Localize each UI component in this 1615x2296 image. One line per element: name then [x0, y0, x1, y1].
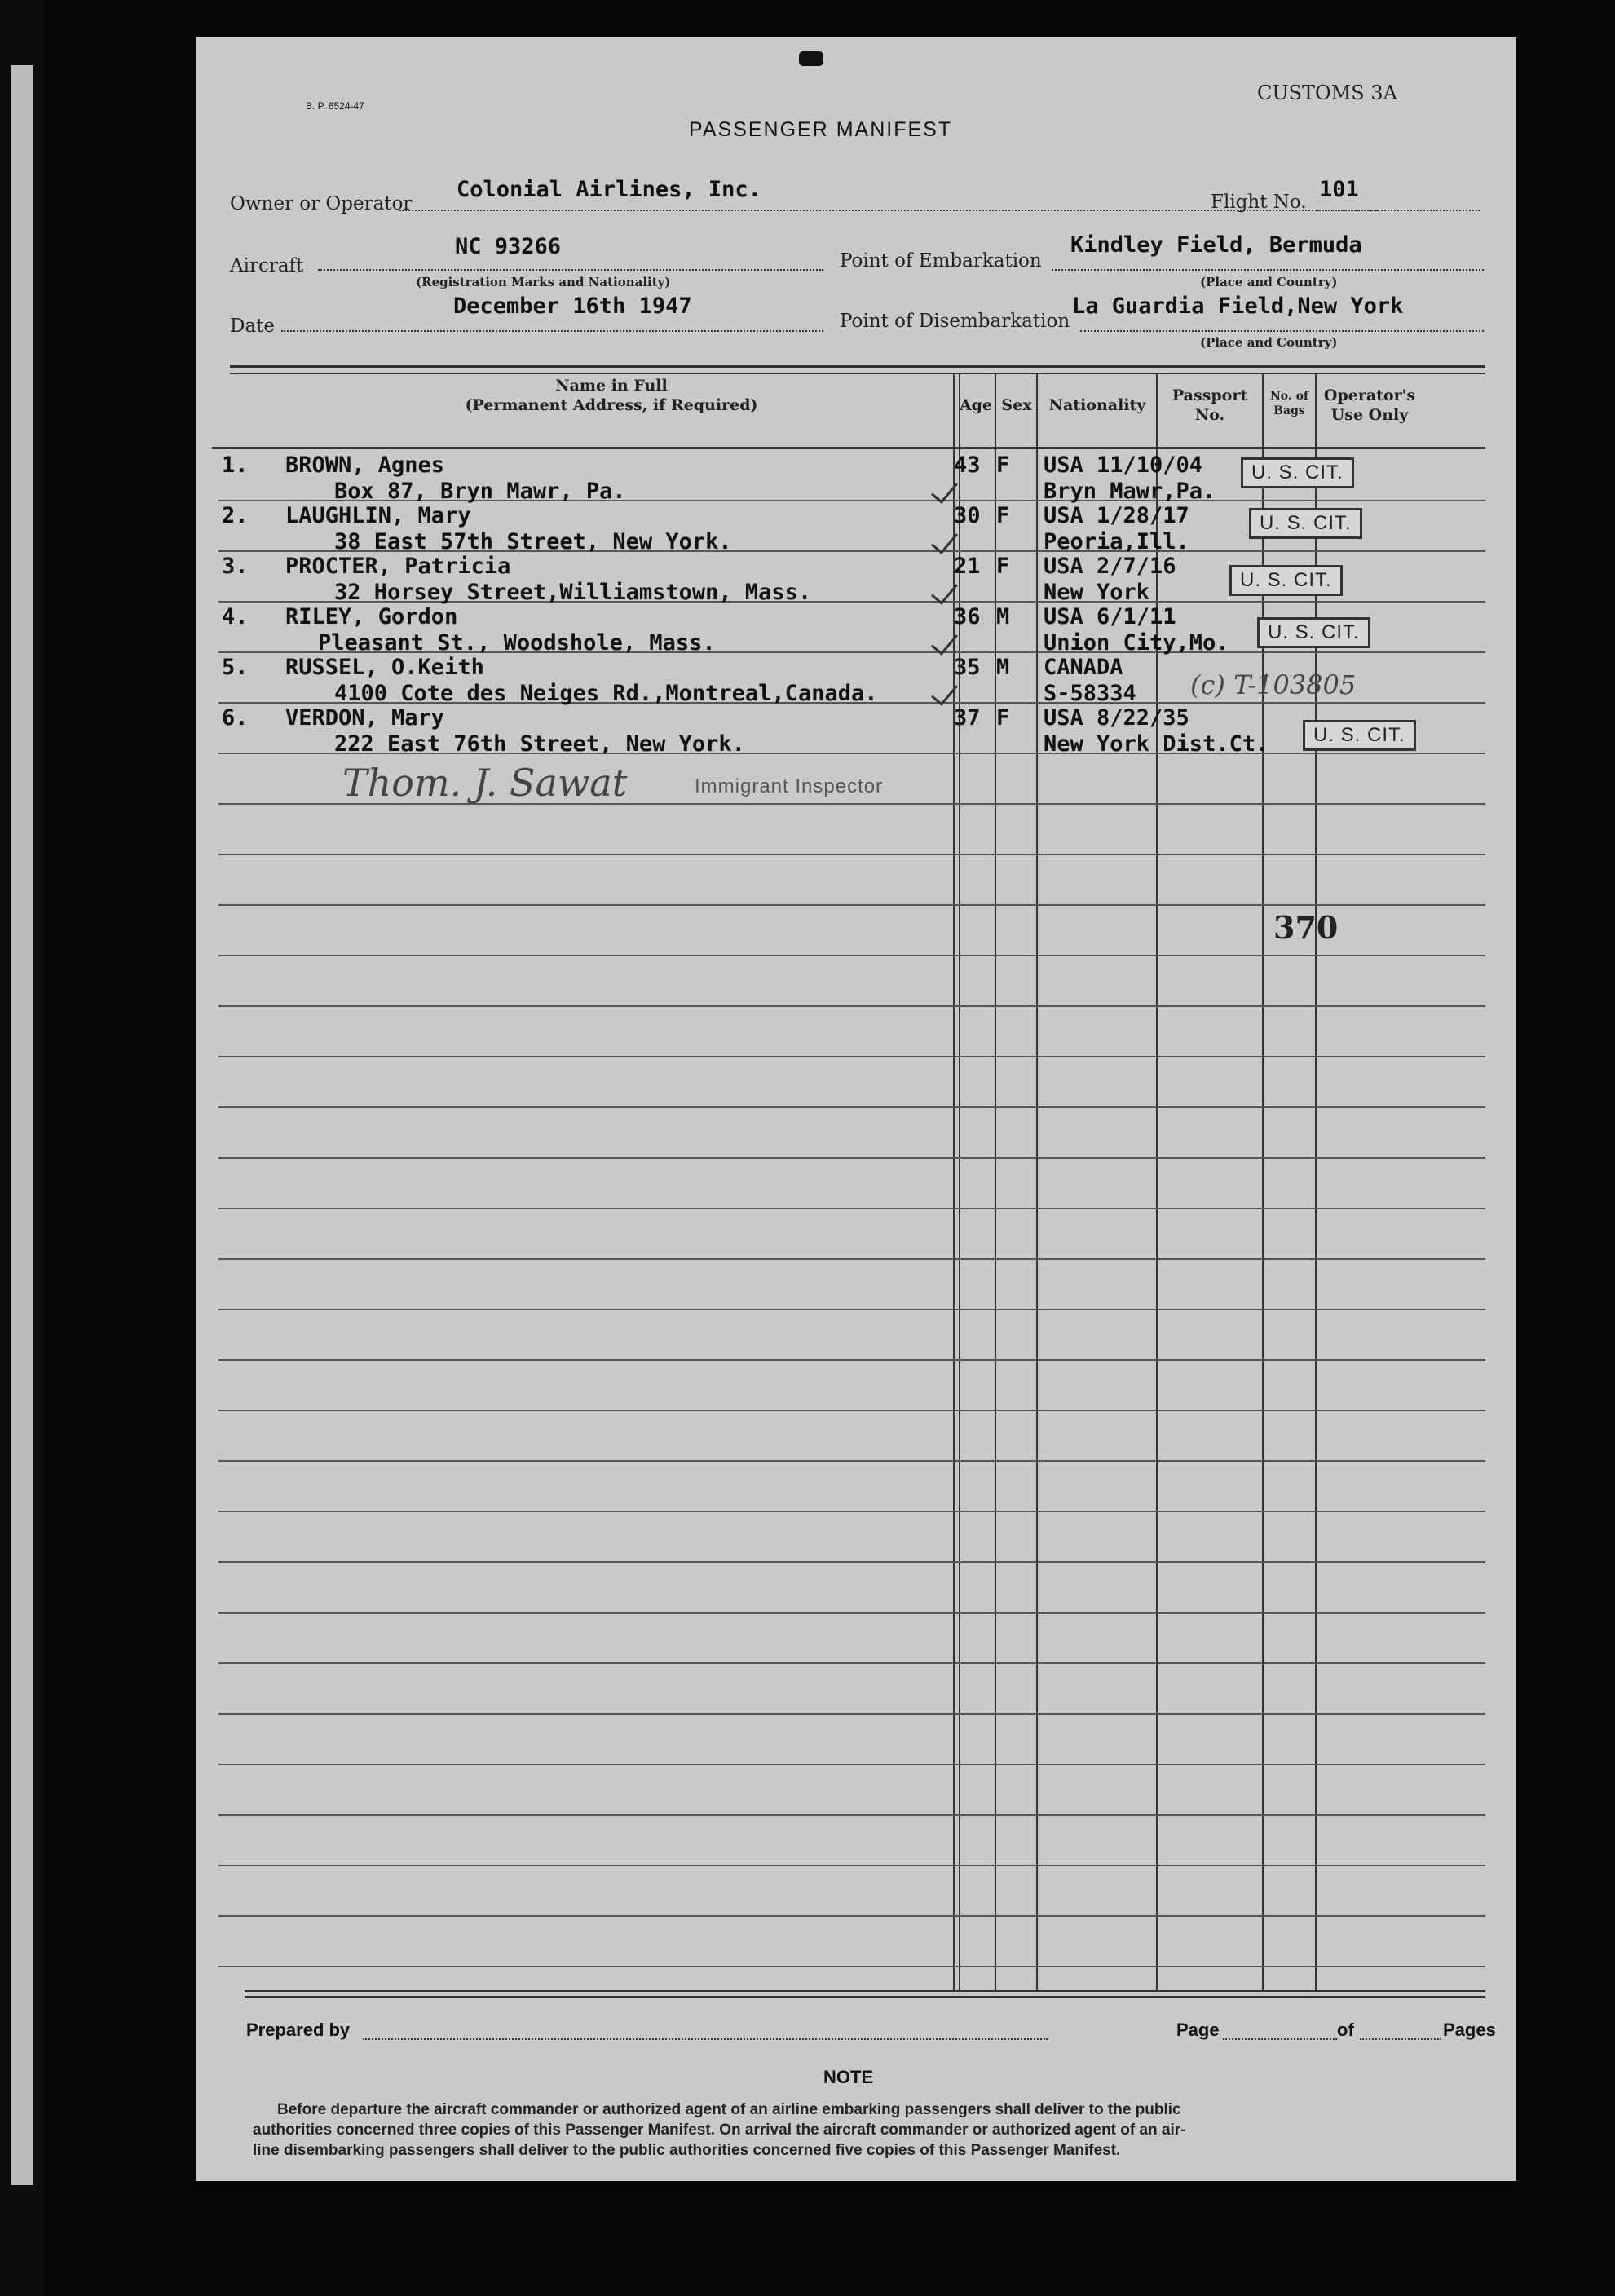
- col-divider-nat: [1036, 373, 1038, 1991]
- row-1-sex: F: [996, 453, 1010, 478]
- table-bottom-rule-2: [245, 1996, 1485, 1998]
- header-operator: [1317, 386, 1423, 425]
- disembark-label: Point of Disembarkation: [840, 311, 1070, 332]
- col-divider-bags: [1262, 373, 1264, 1991]
- embark-sub: (Place and Country): [1200, 275, 1338, 289]
- row-6-nationality: USA 8/22/35: [1044, 705, 1189, 731]
- row-4-citizen-stamp: U. S. CIT.: [1257, 617, 1370, 648]
- ruled-line: [218, 1865, 1485, 1866]
- scan-left-strip: [0, 0, 45, 2296]
- row-3-nationality: USA 2/7/16: [1044, 554, 1176, 579]
- aircraft-value: NC 93266: [455, 234, 562, 259]
- row-4-nationality: USA 6/1/11: [1044, 604, 1176, 629]
- disembark-value: La Guardia Field,New York: [1072, 294, 1404, 319]
- ruled-line: [218, 1662, 1485, 1664]
- ruled-line: [218, 1208, 1485, 1209]
- ruled-line: [218, 1410, 1485, 1411]
- row-3-address: 32 Horsey Street,Williamstown, Mass.: [334, 580, 812, 605]
- header-nationality: Nationality: [1048, 396, 1146, 414]
- row-2-sex: F: [996, 503, 1010, 528]
- row-5-age: 35: [954, 655, 981, 680]
- header-bags-line2: Bags: [1273, 404, 1305, 417]
- header-sex: Sex: [1001, 396, 1032, 414]
- header-passport-line2: No.: [1194, 406, 1225, 424]
- header-name-line2: (Permanent Address, if Required): [465, 396, 758, 414]
- prepared-label: Prepared by: [246, 2020, 351, 2040]
- date-value: December 16th 1947: [453, 294, 692, 319]
- note-line-2: authorities concerned three copies of this Passenger Manifest. On arrival the aircraft commander or authorized agent of an air-: [253, 2122, 1186, 2139]
- flight-line: [1317, 210, 1480, 211]
- row-5-sex: M: [996, 655, 1010, 680]
- ruled-line: [218, 1764, 1485, 1765]
- header-name: [440, 376, 783, 415]
- page-title: PASSENGER MANIFEST: [689, 118, 953, 141]
- ruled-line: [218, 1309, 1485, 1310]
- ruled-line: [218, 1258, 1485, 1260]
- row-5-name: RUSSEL, O.Keith: [285, 655, 484, 680]
- header-bags-line1: No. of: [1270, 390, 1308, 403]
- row-4-sex: M: [996, 604, 1010, 629]
- header-bags: [1264, 389, 1315, 418]
- row-1-citizen-stamp: U. S. CIT.: [1241, 457, 1354, 488]
- row-4-address: Pleasant St., Woodshole, Mass.: [318, 630, 716, 656]
- prepared-line: [363, 2038, 1048, 2040]
- row-1-birthplace: Bryn Mawr,Pa.: [1044, 479, 1216, 504]
- scan-edge-bar: [11, 65, 33, 2185]
- disembark-line: [1080, 330, 1484, 332]
- ruled-line: [218, 1561, 1485, 1563]
- header-passport: [1158, 386, 1262, 425]
- row-4-age: 36: [954, 604, 981, 629]
- row-6-number: 6.: [222, 705, 249, 731]
- page-label: Page: [1176, 2020, 1220, 2040]
- ruled-line: [218, 904, 1485, 906]
- row-4-birthplace: Union City,Mo.: [1044, 630, 1229, 656]
- row-6-age: 37: [954, 705, 981, 731]
- bags-total: 370: [1273, 909, 1339, 946]
- owner-label: Owner or Operator: [230, 193, 413, 214]
- row-1-address: Box 87, Bryn Mawr, Pa.: [334, 479, 626, 504]
- row-2-nationality: USA 1/28/17: [1044, 503, 1189, 528]
- ruled-line: [218, 1157, 1485, 1159]
- ruled-line: [218, 1915, 1485, 1917]
- embark-line: [1052, 269, 1484, 271]
- header-operator-line2: Use Only: [1330, 406, 1409, 424]
- header-passport-line1: Passport: [1172, 386, 1248, 404]
- row-2-name: LAUGHLIN, Mary: [285, 503, 471, 528]
- ruled-line: [218, 1966, 1485, 1967]
- row-3-birthplace: New York: [1044, 580, 1150, 605]
- header-age: Age: [959, 396, 993, 414]
- table-top-rule-2: [230, 373, 1485, 374]
- row-2-birthplace: Peoria,Ill.: [1044, 529, 1189, 554]
- row-5-nationality: CANADA: [1044, 655, 1123, 680]
- row-3-citizen-stamp: U. S. CIT.: [1229, 565, 1343, 596]
- pages-label: Pages: [1443, 2020, 1496, 2040]
- row-4-name: RILEY, Gordon: [285, 604, 458, 629]
- table-header-rule: [212, 447, 1485, 449]
- note-line-1: Before departure the aircraft commander or authorized agent of an airline embarking passengers shall deliver to the public: [277, 2101, 1181, 2118]
- punch-mark: [799, 51, 823, 66]
- ruled-line: [218, 1106, 1485, 1108]
- date-line: [281, 330, 823, 332]
- row-6-citizen-stamp: U. S. CIT.: [1303, 720, 1416, 751]
- flight-label: Flight No.: [1211, 192, 1307, 213]
- row-6-court: New York Dist.Ct.: [1044, 731, 1269, 757]
- row-5-handwritten-note: (c) T-103805: [1190, 669, 1357, 700]
- row-6-name: VERDON, Mary: [285, 705, 445, 731]
- ruled-line: [218, 1713, 1485, 1715]
- ruled-line: [218, 1005, 1485, 1007]
- row-5-address: 4100 Cote des Neiges Rd.,Montreal,Canada.: [334, 681, 878, 706]
- row-2-age: 30: [954, 503, 981, 528]
- customs-code: CUSTOMS 3A: [1257, 82, 1397, 104]
- row-5-number: 5.: [222, 655, 249, 680]
- row-1-nationality: USA 11/10/04: [1044, 453, 1203, 478]
- table-bottom-rule: [245, 1990, 1485, 1992]
- ruled-line: [218, 1359, 1485, 1361]
- ruled-line: [218, 1511, 1485, 1512]
- header-name-line1: Name in Full: [555, 377, 668, 395]
- row-6-sex: F: [996, 705, 1010, 731]
- table-top-rule: [230, 365, 1485, 368]
- header-operator-line1: Operator's: [1323, 386, 1416, 404]
- of-line: [1360, 2038, 1441, 2040]
- row-1-age: 43: [954, 453, 981, 478]
- ruled-line: [218, 1460, 1485, 1462]
- row-2-address: 38 East 57th Street, New York.: [334, 529, 732, 554]
- aircraft-sub: (Registration Marks and Nationality): [416, 275, 671, 289]
- of-label: of: [1337, 2020, 1354, 2040]
- row-6-address: 222 East 76th Street, New York.: [334, 731, 745, 757]
- inspector-label: Immigrant Inspector: [695, 775, 884, 797]
- aircraft-line: [318, 269, 823, 271]
- page-line: [1223, 2038, 1337, 2040]
- disembark-sub: (Place and Country): [1200, 335, 1338, 350]
- ruled-line: [218, 1814, 1485, 1816]
- manifest-page: [196, 37, 1516, 2181]
- form-code: B. P. 6524-47: [306, 100, 364, 112]
- ruled-line: [218, 1056, 1485, 1057]
- row-5-passport: S-58334: [1044, 681, 1136, 706]
- ruled-line: [218, 854, 1485, 855]
- row-1-number: 1.: [222, 453, 249, 478]
- row-2-number: 2.: [222, 503, 249, 528]
- ruled-line: [218, 1612, 1485, 1614]
- embark-value: Kindley Field, Bermuda: [1070, 232, 1362, 258]
- flight-value: 101: [1319, 177, 1359, 202]
- row-3-sex: F: [996, 554, 1010, 579]
- ruled-line: [218, 955, 1485, 956]
- owner-value: Colonial Airlines, Inc.: [457, 177, 761, 202]
- embark-label: Point of Embarkation: [840, 250, 1042, 272]
- date-label: Date: [230, 316, 276, 337]
- row-3-number: 3.: [222, 554, 249, 579]
- aircraft-label: Aircraft: [230, 255, 304, 276]
- row-3-age: 21: [954, 554, 981, 579]
- inspector-signature: Thom. J. Sawat: [342, 761, 628, 805]
- row-3-name: PROCTER, Patricia: [285, 554, 511, 579]
- row-2-citizen-stamp: U. S. CIT.: [1249, 508, 1362, 539]
- col-divider-operator: [1315, 373, 1317, 1991]
- note-title: NOTE: [823, 2067, 874, 2087]
- note-line-3: line disembarking passengers shall deliver to the public authorities concerned five copies of this Passenger Manifest.: [253, 2142, 1121, 2159]
- row-4-number: 4.: [222, 604, 249, 629]
- row-1-name: BROWN, Agnes: [285, 453, 445, 478]
